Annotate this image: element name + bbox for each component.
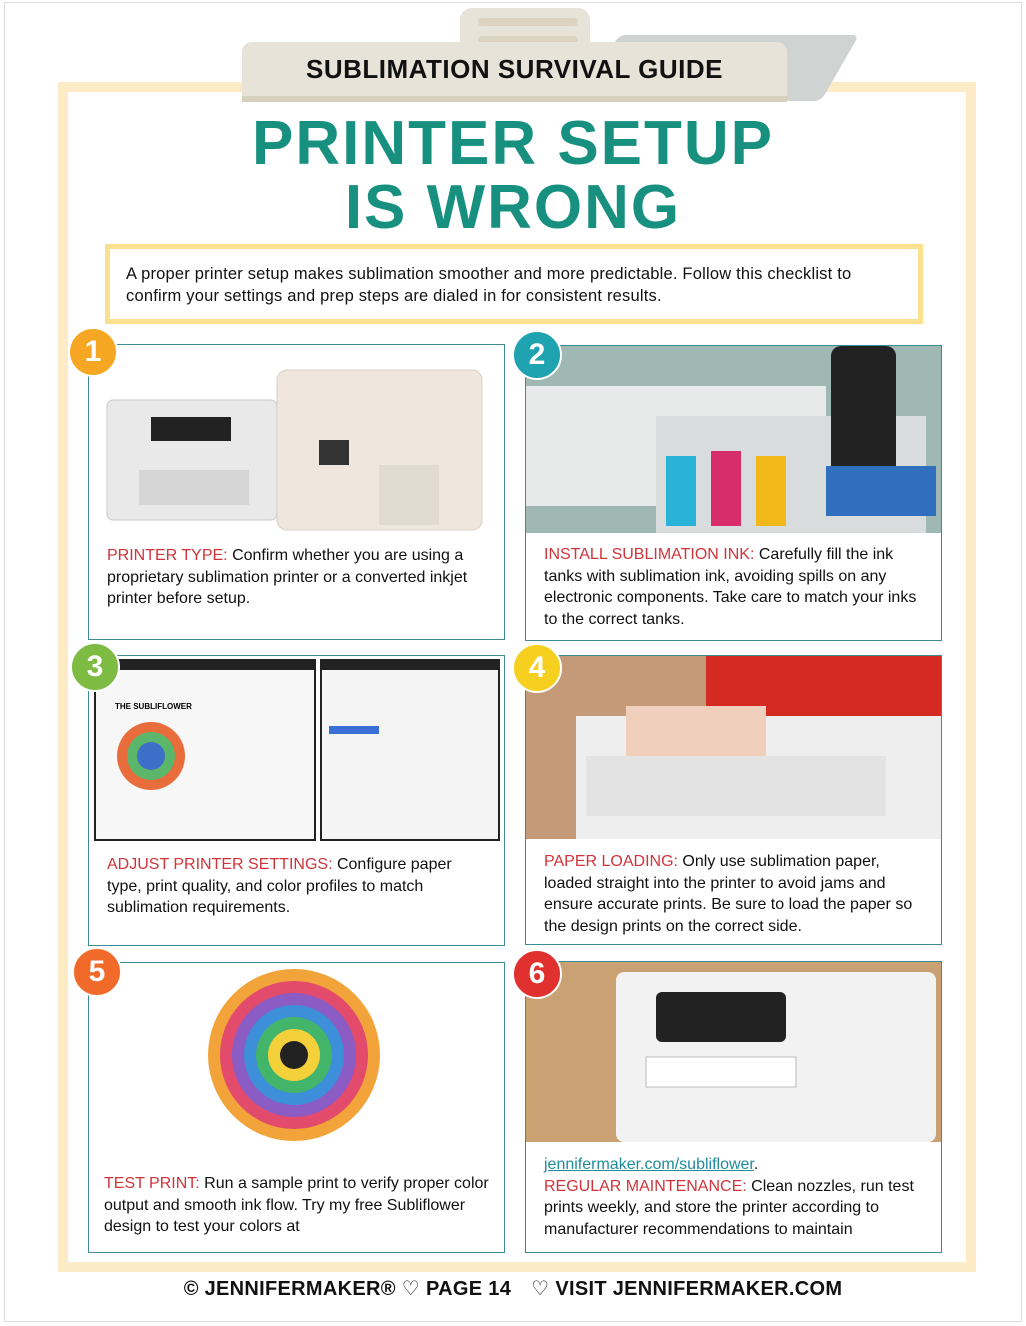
paper-loading-photo — [526, 656, 941, 839]
card-label: INSTALL SUBLIMATION INK: — [544, 546, 755, 563]
footer-visit: VISIT JENNIFERMAKER.COM — [555, 1278, 843, 1300]
card-description: Run a sample print to verify proper color output and smooth ink flow. Try my free Subliflower design to test your colors at — [104, 1175, 489, 1236]
card-description: Only use sublimation paper, loaded straight into the printer to avoid jams and ensure accurate prints. Be sure to load the paper so the design prints on the correct side. — [544, 853, 913, 936]
card-text — [544, 544, 927, 631]
printer-output-photo — [526, 962, 941, 1142]
card-description: Configure paper type, print quality, and color profiles to match sublimation requirements. — [107, 856, 452, 917]
card-paper-loading — [525, 655, 942, 945]
card-text — [104, 1173, 490, 1238]
step-badge-5: 5 — [72, 947, 122, 997]
card-description: Confirm whether you are using a proprietary sublimation printer or a converted inkjet printer before setup. — [107, 547, 468, 608]
card-label: ADJUST PRINTER SETTINGS: — [107, 856, 333, 873]
step-badge-4: 4 — [512, 643, 562, 693]
subliflower-link[interactable]: jennifermaker.com/subliflower — [544, 1156, 754, 1173]
page-title-line1: PRINTER SETUP — [251, 109, 775, 178]
printers-photo — [89, 345, 504, 535]
card-label: TEST PRINT: — [104, 1175, 200, 1192]
print-settings-screenshot — [89, 656, 504, 841]
card-text — [107, 545, 490, 610]
card-printer-settings — [88, 655, 505, 946]
subliflower-design — [89, 963, 504, 1151]
subliflower-image-title: THE SUBLIFLOWER — [115, 702, 192, 711]
step-badge-6: 6 — [512, 949, 562, 999]
step-badge-2: 2 — [512, 330, 562, 380]
card-printer-type — [88, 344, 505, 640]
heart-icon: ♡ — [401, 1278, 421, 1300]
card-label: PAPER LOADING: — [544, 853, 678, 870]
card-test-print — [88, 962, 505, 1253]
card-text — [107, 854, 490, 919]
card-text — [544, 851, 927, 938]
card-label: REGULAR MAINTENANCE: — [544, 1177, 747, 1195]
step-badge-1: 1 — [68, 327, 118, 377]
card-install-ink — [525, 345, 942, 641]
card-maintenance — [525, 961, 942, 1253]
guide-title-tab — [242, 42, 787, 102]
intro-box: A proper printer setup makes sublimation smoother and more predictable. Follow this checklist to confirm your settings and prep steps are dialed in for consistent results. — [105, 244, 923, 324]
step-badge-3: 3 — [70, 642, 120, 692]
footer-page: PAGE 14 — [426, 1278, 512, 1300]
link-period: . — [753, 1156, 759, 1173]
card-label: PRINTER TYPE: — [107, 547, 228, 564]
card-text — [544, 1154, 927, 1241]
card-description: Carefully fill the ink tanks with sublimation ink, avoiding spills on any electronic components. Take care to match your inks to the correct tanks. — [544, 546, 917, 629]
footer-copyright: © JENNIFERMAKER® — [183, 1278, 396, 1300]
footer — [0, 1276, 1026, 1301]
heart-icon: ♡ — [531, 1278, 550, 1300]
ink-bottles-photo — [526, 346, 941, 533]
page-title-line2: IS WRONG — [344, 173, 682, 242]
guide-title: SUBLIMATION SURVIVAL GUIDE — [306, 53, 723, 84]
folder-tab-line — [478, 18, 578, 26]
card-description: Clean nozzles, run test prints weekly, and store the printer according to manufacturer recommendations to maintain — [544, 1177, 914, 1239]
